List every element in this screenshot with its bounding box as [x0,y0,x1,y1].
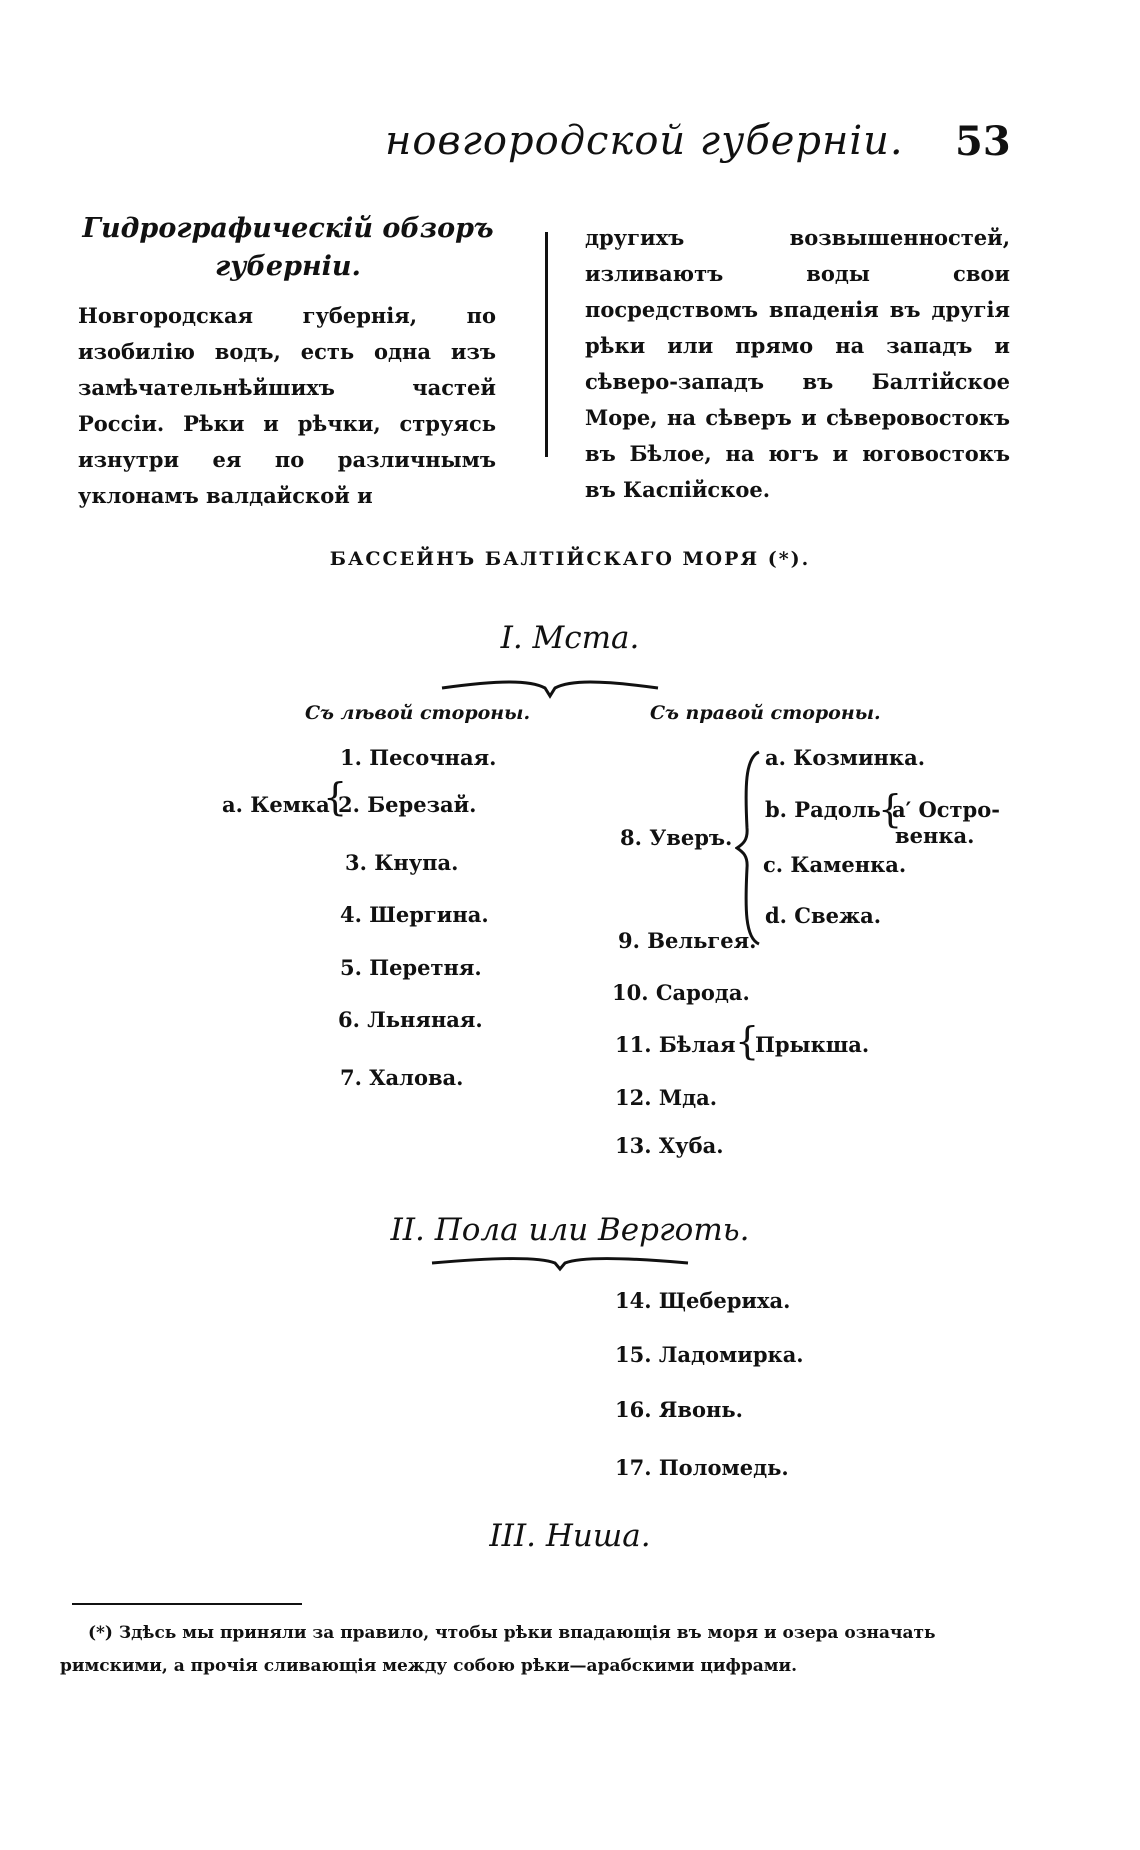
river-item: 13. Хуба. [615,1133,724,1158]
sub-branch-item: венка. [895,823,975,848]
river-item: 3. Кнупа. [345,850,459,875]
footnote-line: (*) Здѣсь мы приняли за правило, чтобы рѣки впадающія въ моря и озера означать [88,1623,936,1643]
river-item-uver: 8. Уверъ. [620,825,733,850]
branch-item: b. Радоль [765,797,881,822]
river-item: 14. Щебериха. [615,1288,791,1313]
river-item: 9. Вельгея. [618,928,757,953]
river-item: 7. Халова. [340,1065,464,1090]
large-brace-icon [735,748,765,948]
brace-icon: { [735,1019,760,1063]
branch-item: a. Козминка. [765,745,926,770]
brace-icon: { [323,775,348,819]
river-item: 1. Песочная. [340,745,497,770]
brace-icon: { [878,787,903,831]
section-heading: Гидрографическій обзоръ губерніи. [82,213,494,282]
page-number: 53 [955,118,1011,165]
footnote-line: римскими, а прочія сливающія между собою рѣки—арабскими цифрами. [60,1656,798,1676]
river-item: 2. Березай. [338,792,477,817]
footnote-rule [72,1603,302,1605]
river-item: 16. Явонь. [615,1397,743,1422]
left-side-header: Съ лѣвой стороны. [305,702,531,724]
ornament-rule-1 [440,676,660,700]
river-item: 10. Сарода. [612,980,750,1005]
river-item: 17. Поломедь. [615,1455,789,1480]
river-item: 12. Мда. [615,1085,718,1110]
running-header: новгородской губерніи. [385,118,904,164]
intro-paragraph-left: Новгородская губернія, по изобилію водъ, есть одна изъ замѣчательнѣйшихъ частей Россіи. Рѣки и рѣчки, струясь изнутри ея по различнымъ уклонамъ валдайской и [78,303,496,508]
river-item: 5. Перетня. [340,955,482,980]
basin-title: БАССЕЙНЪ БАЛТІЙСКАГО МОРЯ (*). [329,548,811,570]
section-1-title: I. Мста. [500,620,640,656]
right-side-header: Съ правой стороны. [650,702,881,724]
river-item: 15. Ладомирка. [615,1342,804,1367]
column-divider [545,232,548,457]
section-2-title: II. Пола или Верготь. [390,1212,750,1248]
section-3-title: III. Ниша. [489,1518,651,1554]
river-item: 4. Шергина. [340,902,489,927]
river-item: 11. Бѣлая [615,1032,736,1057]
river-item-kemka: a. Кемка [222,792,330,817]
river-item: 6. Льняная. [338,1007,483,1032]
branch-item: c. Каменка. [763,852,907,877]
branch-item: Прыкша. [755,1032,870,1057]
intro-paragraph-right: другихъ возвышенностей, изливаютъ воды свои посредствомъ впаденія въ другія рѣки или прямо на западъ и сѣверо-западъ въ Балтійское Море, на сѣверъ и сѣверовостокъ въ Бѣлое, на югъ и юговостокъ въ Каспійское. [585,225,1010,502]
sub-branch-item: a′ Остро- [892,797,1000,822]
branch-item: d. Свежа. [765,903,882,928]
ornament-rule-2 [430,1253,690,1273]
